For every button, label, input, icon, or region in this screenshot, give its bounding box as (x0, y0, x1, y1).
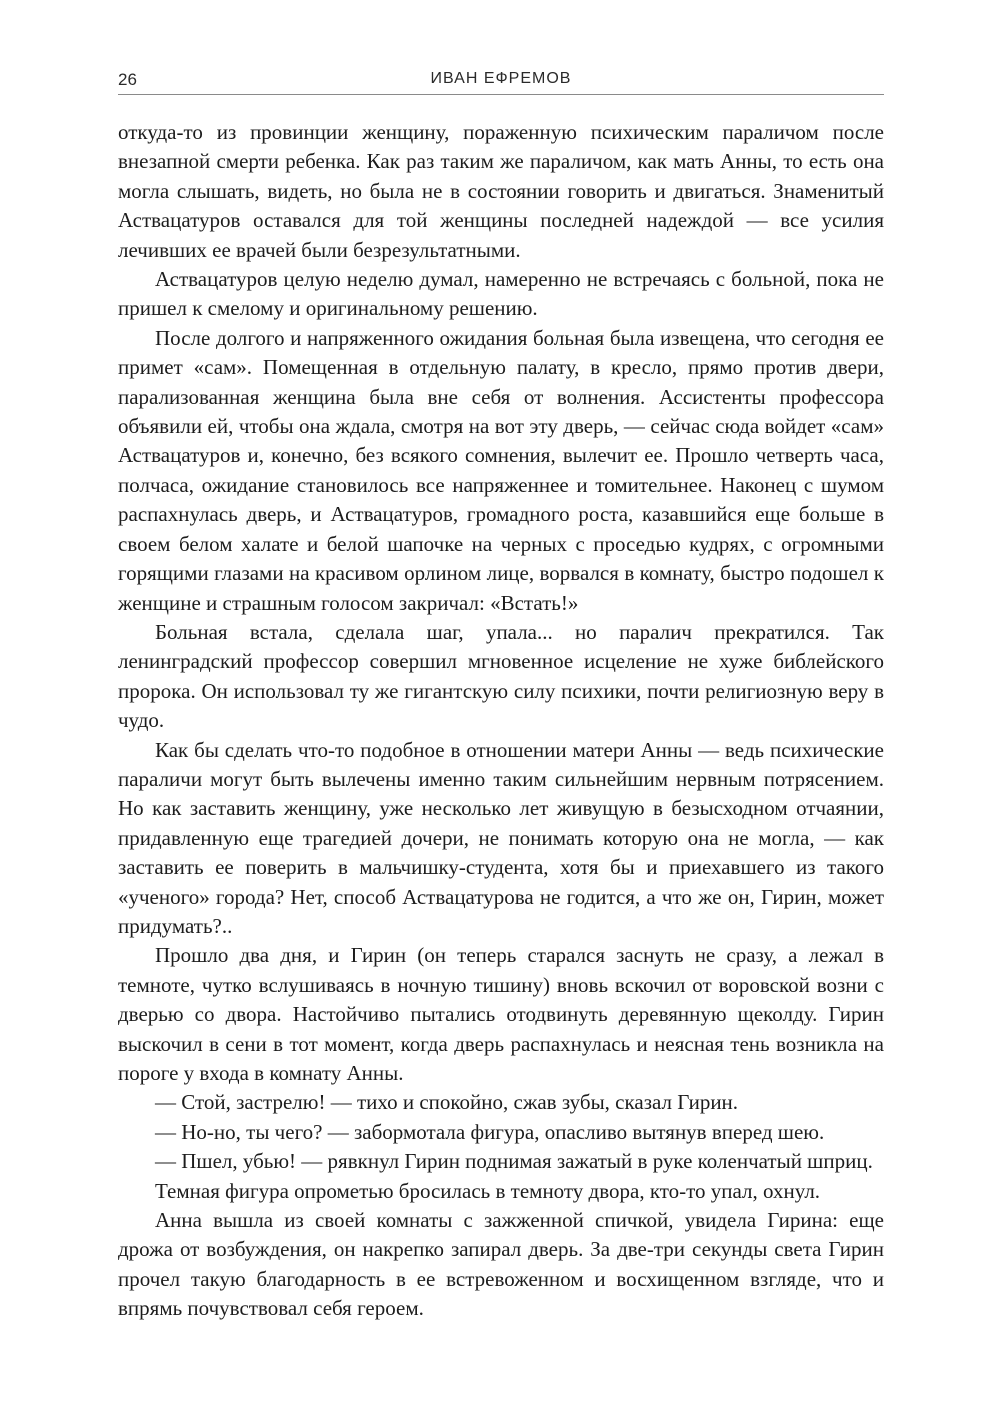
paragraph: После долгого и напряженного ожидания больная была извещена, что сегодня ее примет «сам». Помещенная в отдельную палату, в кресло, прямо против двери, парализованная женщина была вне себя от волнения. Ассистенты профессора объявили ей, чтобы она ждала, смотря на вот эту дверь, — сейчас сюда войдет «сам» Аствацатуров и, конечно, без всякого сомнения, вылечит ее. Прошло четверть часа, полчаса, ожидание становилось все напряженнее и томительнее. Наконец с шумом распахнулась дверь, и Аствацатуров, громадного роста, казавшийся еще больше в своем белом халате и белой шапочке на черных с проседью кудрях, с огромными горящими глазами на красивом орлином лице, ворвался в комнату, быстро подошел к женщине и страшным голосом закричал: «Встать!» (118, 325, 884, 615)
running-head (118, 66, 884, 95)
paragraph: Больная встала, сделала шаг, упала... но паралич прекратился. Так ленинградский профессор совершил мгновенное исцеление не хуже библейского пророка. Он использовал ту же гигантскую силу психики, почти религиозную веру в чудо. (118, 619, 884, 733)
dialogue-line: — Но-но, ты чего? — забормотала фигура, опасливо вытянув вперед шею. (155, 1119, 825, 1144)
dialogue-line: — Стой, застрелю! — тихо и спокойно, сжав зубы, сказал Гирин. (155, 1090, 739, 1115)
paragraph: Темная фигура опрометью бросилась в темноту двора, кто-то упал, охнул. (155, 1178, 821, 1203)
page-number: 26 (118, 70, 137, 89)
running-title: ИВАН ЕФРЕМОВ (430, 70, 572, 87)
paragraph: Анна вышла из своей комнаты с зажженной спичкой, увидела Гирина: еще дрожа от возбуждения, он накрепко запирал дверь. За две-три секунды света Гирин прочел такую благодарность в ее встревоженном и восхищенном взгляде, что и впрямь почувствовал себя героем. (118, 1208, 884, 1321)
paragraph: Как бы сделать что-то подобное в отношении матери Анны — ведь психические параличи могут быть вылечены именно таким сильнейшим нервным потрясением. Но как заставить женщину, уже несколько лет живущую в безысходном отчаянии, придавленную еще трагедией дочери, не понимать которую она не могла, — как заставить ее поверить в мальчишку-студента, хотя бы и приехавшего из такого «ученого» города? Нет, способ Аствацатурова не годится, а что же он, Гирин, может придумать?.. (118, 737, 884, 938)
paragraph: Прошло два дня, и Гирин (он теперь старался заснуть не сразу, а лежал в темноте, чутко вслушиваясь в ночную тишину) вновь вскочил от воровской возни с дверью со двора. Настойчиво пытались отодвинуть деревянную щеколду. Гирин выскочил в сени в тот момент, когда дверь распахнулась и неясная тень возникла на пороге у входа в комнату Анны. (118, 943, 884, 1085)
paragraph: откуда-то из провинции женщину, пораженную психическим параличом после внезапной смерти ребенка. Как раз таким же параличом, как мать Анны, то есть она могла слышать, видеть, но была не в состоянии говорить и двигаться. Знаменитый Аствацатуров оставался для той женщины последней надеждой — все усилия лечивших ее врачей были безрезультатными. (118, 120, 884, 262)
dialogue-line: — Пшел, убью! — рявкнул Гирин поднимая зажатый в руке коленчатый шприц. (155, 1149, 873, 1174)
text-body (118, 118, 884, 1324)
paragraph: Аствацатуров целую неделю думал, намеренно не встречаясь с больной, пока не пришел к смелому и оригинальному решению. (118, 267, 884, 321)
